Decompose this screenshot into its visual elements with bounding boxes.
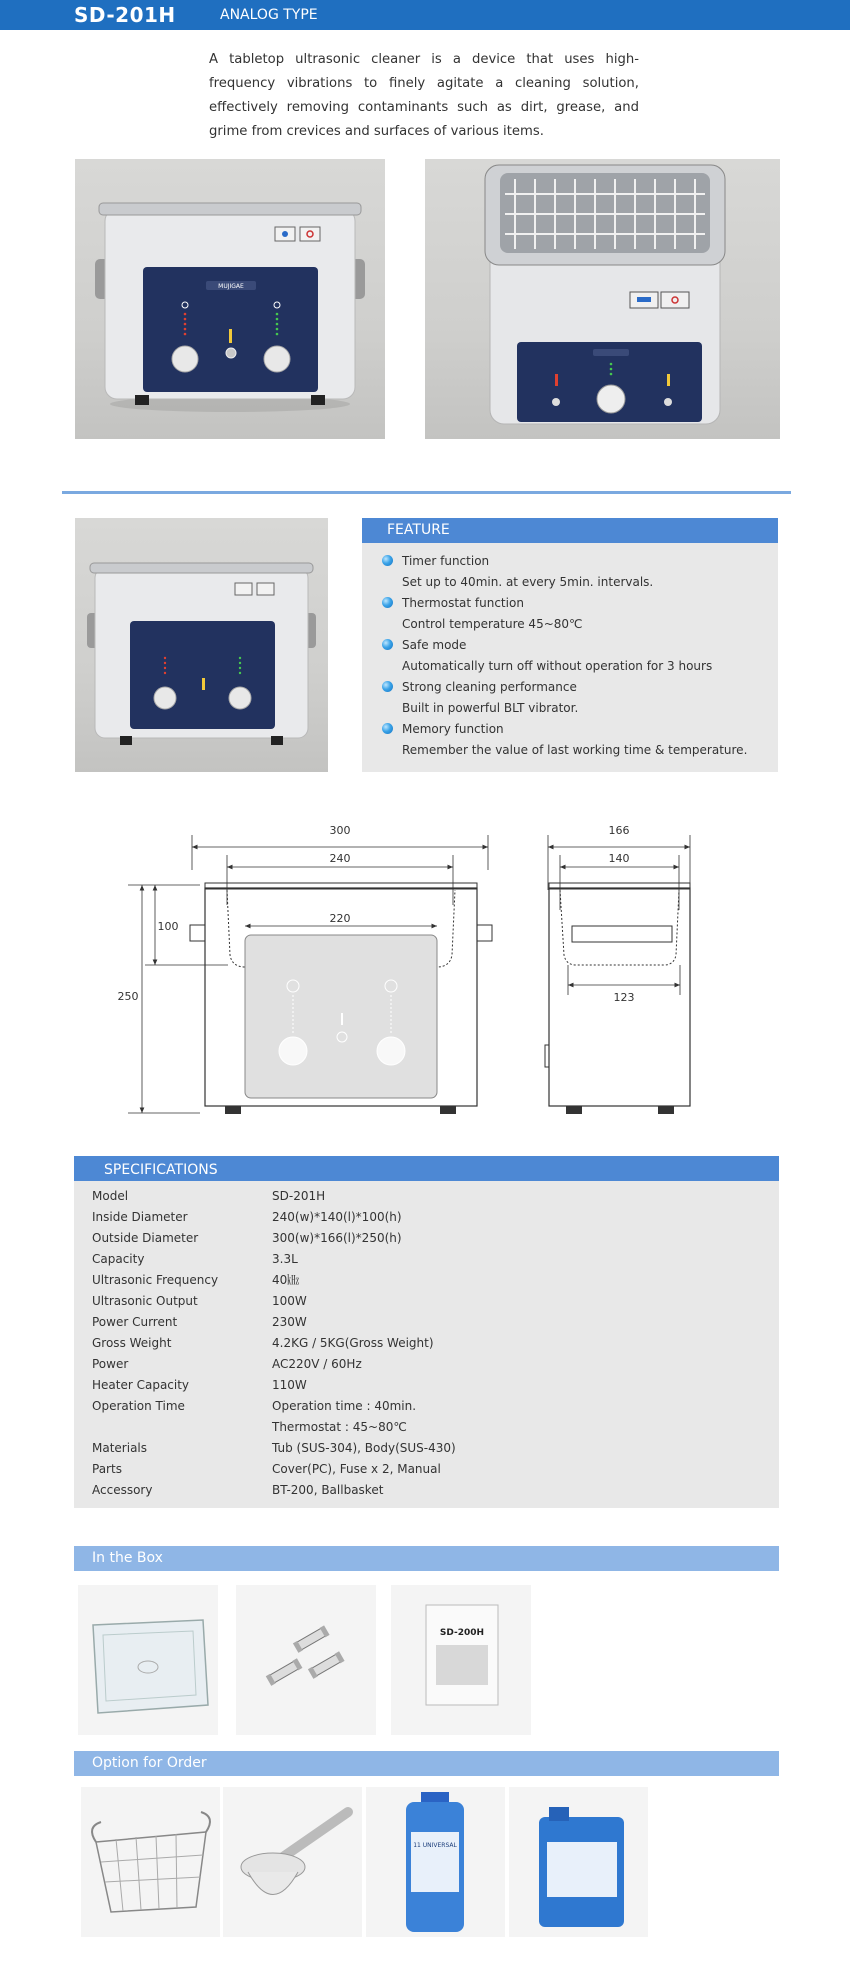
- dim-front-outer: 300: [329, 824, 351, 837]
- feature-item: [380, 551, 778, 593]
- spec-label: Ultrasonic Output: [92, 1294, 198, 1308]
- spec-label: Accessory: [92, 1483, 153, 1497]
- bullet-icon: [382, 681, 393, 692]
- spec-label: Parts: [92, 1462, 122, 1476]
- feature-item: [380, 677, 778, 719]
- spec-row: [92, 1291, 456, 1312]
- feature-item-title: Safe mode: [402, 638, 467, 652]
- dim-side-outer: 166: [608, 824, 630, 837]
- spec-value: Thermostat : 45~80℃: [272, 1420, 407, 1434]
- dim-total-height: 250: [117, 990, 139, 1003]
- option-solution-bottle: [366, 1787, 505, 1937]
- spec-row: [92, 1249, 456, 1270]
- spec-value: Operation time : 40min.: [272, 1399, 417, 1413]
- spec-row: [92, 1396, 456, 1417]
- section-divider: [62, 491, 791, 494]
- spec-label: Capacity: [92, 1252, 145, 1266]
- spec-row: [92, 1480, 456, 1501]
- spec-label: Operation Time: [92, 1399, 185, 1413]
- spec-row: [92, 1312, 456, 1333]
- spec-row: [92, 1207, 456, 1228]
- feature-item-title: Thermostat function: [402, 596, 524, 610]
- box-item-fuse: [236, 1585, 376, 1735]
- spec-label: [92, 1417, 272, 1438]
- dimension-drawings: [0, 815, 850, 1130]
- spec-label: Materials: [92, 1441, 148, 1455]
- feature-item: [380, 719, 778, 761]
- specifications-title: SPECIFICATIONS: [74, 1156, 779, 1181]
- spec-value: 3.3L: [272, 1252, 298, 1266]
- option-for-order-title: Option for Order: [74, 1751, 779, 1776]
- feature-item-desc: Control temperature 45~80℃: [402, 617, 583, 631]
- feature-title: FEATURE: [362, 518, 778, 543]
- intro-text: A tabletop ultrasonic cleaner is a device that uses high-frequency vibrations to finely agitate a cleaning solution, effectively removing contaminants such as dirt, grease, and grime from crevices and surfaces of various items.: [209, 52, 639, 139]
- dim-side-bottom: 123: [613, 991, 635, 1004]
- feature-item-title: Memory function: [402, 722, 504, 736]
- spec-row: [92, 1354, 456, 1375]
- spec-label: Model: [92, 1189, 129, 1203]
- spec-value: 300(w)*166(l)*250(h): [272, 1231, 402, 1245]
- model-title: SD-201H: [74, 3, 176, 27]
- feature-item: [380, 593, 778, 635]
- spec-row: [92, 1333, 456, 1354]
- spec-label: Power: [92, 1357, 129, 1371]
- spec-value: 40㎑: [272, 1273, 300, 1287]
- spec-value: 4.2KG / 5KG(Gross Weight): [272, 1336, 434, 1350]
- spec-value: 230W: [272, 1315, 307, 1329]
- box-item-manual: [391, 1585, 531, 1735]
- product-photo-feature: [75, 518, 328, 772]
- box-item-tray: [78, 1585, 218, 1735]
- dim-side-inner: 140: [608, 852, 630, 865]
- dim-inner-height: 100: [157, 920, 179, 933]
- bullet-icon: [382, 597, 393, 608]
- panel-brand-text: MUJIGAE: [218, 283, 244, 290]
- spec-row: [92, 1186, 456, 1207]
- product-photo-basket: [425, 159, 780, 439]
- spec-label: Heater Capacity: [92, 1378, 190, 1392]
- spec-value: 110W: [272, 1378, 307, 1392]
- feature-item-title: Strong cleaning performance: [402, 680, 577, 694]
- header-bar: [0, 0, 850, 30]
- feature-item-title: Timer function: [402, 554, 490, 568]
- spec-row: [92, 1417, 456, 1438]
- spec-value: 240(w)*140(l)*100(h): [272, 1210, 402, 1224]
- option-basket: [81, 1787, 220, 1937]
- spec-label: Outside Diameter: [92, 1231, 199, 1245]
- option-ballbasket: [223, 1787, 362, 1937]
- spec-label: Gross Weight: [92, 1336, 172, 1350]
- feature-item-desc: Automatically turn off without operation for 3 hours: [402, 659, 713, 673]
- option-solution-tank: [509, 1787, 648, 1937]
- spec-value: 100W: [272, 1294, 307, 1308]
- feature-box: [362, 518, 778, 772]
- manual-label: SD-200H: [439, 1628, 485, 1638]
- feature-item: [380, 635, 778, 677]
- spec-row: [92, 1270, 456, 1291]
- spec-value: Tub (SUS-304), Body(SUS-430): [272, 1441, 456, 1455]
- in-the-box-title: In the Box: [74, 1546, 779, 1571]
- specifications-box: [74, 1156, 779, 1508]
- bottle-label: 11 UNIVERSAL: [413, 1842, 457, 1849]
- product-photo-front: [75, 159, 385, 439]
- spec-label: Ultrasonic Frequency: [92, 1273, 219, 1287]
- bullet-icon: [382, 555, 393, 566]
- model-type: ANALOG TYPE: [220, 7, 318, 23]
- specifications-table: [92, 1186, 456, 1501]
- feature-item-desc: Remember the value of last working time & temperature.: [402, 743, 748, 757]
- dim-panel-width: 220: [329, 912, 351, 925]
- spec-value: BT-200, Ballbasket: [272, 1483, 384, 1497]
- feature-item-desc: Built in powerful BLT vibrator.: [402, 701, 579, 715]
- spec-label: Inside Diameter: [92, 1210, 188, 1224]
- bullet-icon: [382, 639, 393, 650]
- bullet-icon: [382, 723, 393, 734]
- feature-list: [362, 543, 778, 761]
- dim-front-inner: 240: [329, 852, 351, 865]
- feature-item-desc: Set up to 40min. at every 5min. intervals.: [402, 575, 654, 589]
- spec-value: Cover(PC), Fuse x 2, Manual: [272, 1462, 441, 1476]
- spec-label: Power Current: [92, 1315, 178, 1329]
- spec-value: AC220V / 60Hz: [272, 1357, 362, 1371]
- spec-row: [92, 1228, 456, 1249]
- spec-row: [92, 1459, 456, 1480]
- spec-value: SD-201H: [272, 1189, 326, 1203]
- spec-row: [92, 1438, 456, 1459]
- spec-row: [92, 1375, 456, 1396]
